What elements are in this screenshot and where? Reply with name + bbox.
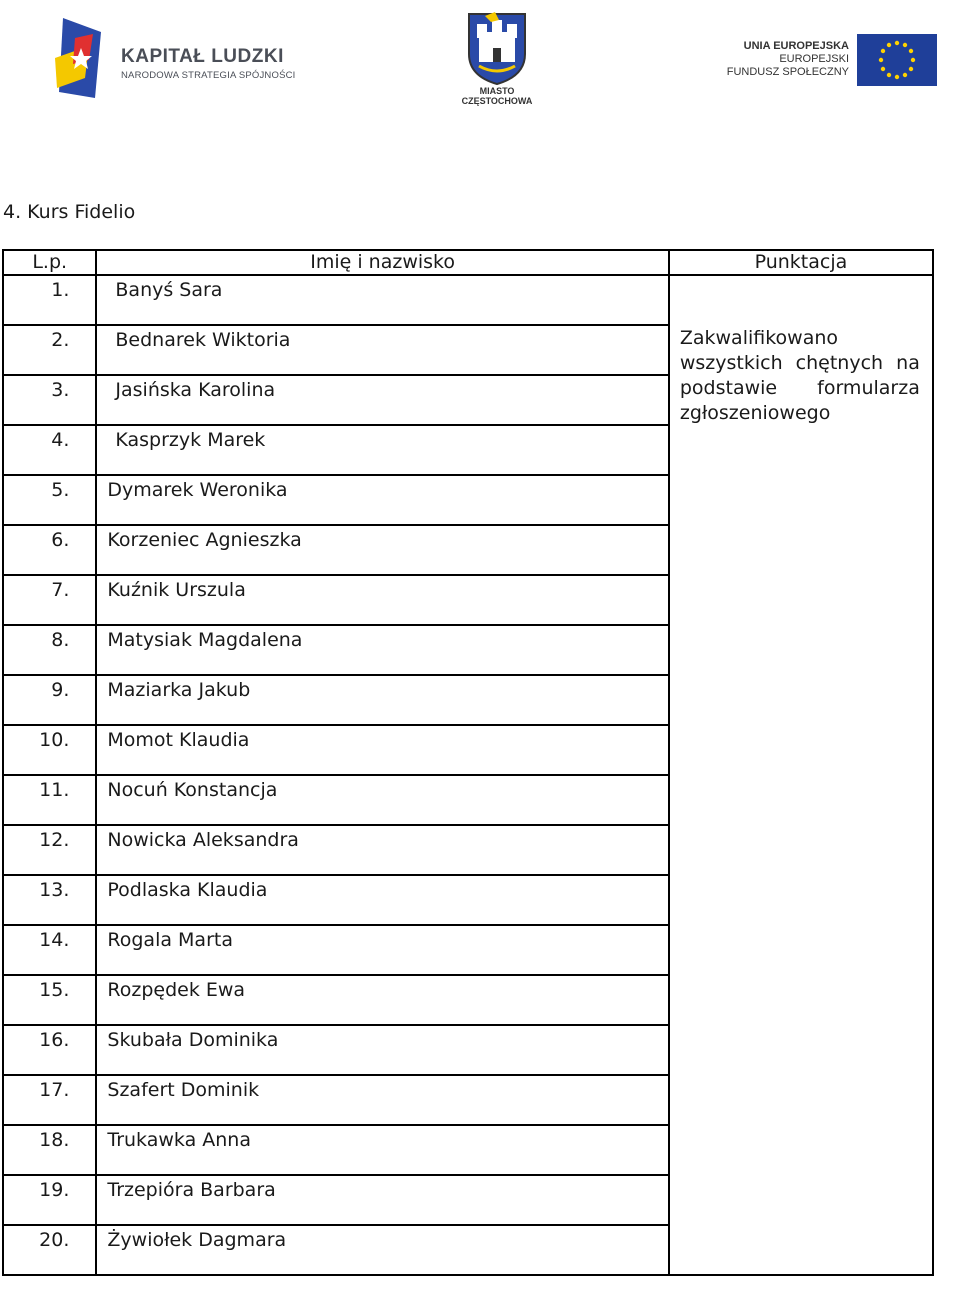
row-name-cell xyxy=(96,475,668,525)
row-lp-cell xyxy=(3,875,96,925)
row-lp: 3. xyxy=(51,379,70,401)
row-name: Kasprzyk Marek xyxy=(115,429,266,451)
row-lp: 6. xyxy=(51,529,70,551)
row-lp: 4. xyxy=(51,429,70,451)
row-name: Nowicka Aleksandra xyxy=(107,829,299,851)
row-lp-cell xyxy=(3,425,96,475)
header-name: Imię i nazwisko xyxy=(96,250,668,275)
row-lp-cell xyxy=(3,375,96,425)
row-lp-cell xyxy=(3,275,96,325)
czestochowa-logo xyxy=(455,10,539,114)
row-name-cell xyxy=(96,575,668,625)
row-name: Korzeniec Agnieszka xyxy=(107,529,302,551)
row-name-cell xyxy=(96,775,668,825)
kapital-ludzki-title: KAPITAŁ LUDZKI xyxy=(121,46,284,67)
row-name: Rogala Marta xyxy=(107,929,233,951)
row-lp-cell xyxy=(3,475,96,525)
row-name: Skubała Dominika xyxy=(107,1029,279,1051)
row-name: Kuźnik Urszula xyxy=(107,579,246,601)
eu-fund-text xyxy=(727,40,849,79)
row-lp: 13. xyxy=(39,879,70,901)
header-lp: L.p. xyxy=(3,250,96,275)
row-name: Szafert Dominik xyxy=(107,1079,260,1101)
row-name: Trukawka Anna xyxy=(107,1129,251,1151)
row-name: Podlaska Klaudia xyxy=(107,879,268,901)
row-name-cell xyxy=(96,1025,668,1075)
row-name: Momot Klaudia xyxy=(107,729,250,751)
row-name-cell xyxy=(96,275,668,325)
row-lp-cell xyxy=(3,1075,96,1125)
row-name-cell xyxy=(96,675,668,725)
row-lp: 12. xyxy=(39,829,70,851)
row-lp-cell xyxy=(3,675,96,725)
row-name: Bednarek Wiktoria xyxy=(115,329,291,351)
row-lp: 20. xyxy=(39,1229,70,1251)
row-lp-cell xyxy=(3,775,96,825)
row-lp: 5. xyxy=(51,479,70,501)
row-lp: 14. xyxy=(39,929,70,951)
row-name-cell xyxy=(96,375,668,425)
eu-line3: FUNDUSZ SPOŁECZNY xyxy=(726,66,849,78)
row-lp: 17. xyxy=(39,1079,70,1101)
row-lp-cell xyxy=(3,1175,96,1225)
row-name-cell xyxy=(96,725,668,775)
row-lp: 16. xyxy=(39,1029,70,1051)
results-table xyxy=(2,249,934,1276)
row-lp: 11. xyxy=(39,779,70,801)
row-lp-cell xyxy=(3,525,96,575)
row-lp-cell xyxy=(3,325,96,375)
row-lp-cell xyxy=(3,725,96,775)
row-name-cell xyxy=(96,1125,668,1175)
row-lp: 7. xyxy=(51,579,70,601)
row-name: Dymarek Weronika xyxy=(107,479,288,501)
row-name-cell xyxy=(96,425,668,475)
row-name-cell xyxy=(96,1225,668,1275)
table-row xyxy=(3,275,933,325)
row-lp: 19. xyxy=(39,1179,70,1201)
row-name-cell xyxy=(96,825,668,875)
city-name-line2: CZĘSTOCHOWA xyxy=(461,96,533,106)
row-name-cell xyxy=(96,875,668,925)
row-name: Trzepióra Barbara xyxy=(107,1179,276,1201)
kapital-ludzki-subtitle: NARODOWA STRATEGIA SPÓJNOŚCI xyxy=(121,70,296,81)
row-name-cell xyxy=(96,525,668,575)
eu-flag-icon xyxy=(857,34,937,86)
row-lp-cell xyxy=(3,1225,96,1275)
row-lp-cell xyxy=(3,575,96,625)
header-score: Punktacja xyxy=(669,250,933,275)
table-header-row xyxy=(3,250,933,275)
row-name-cell xyxy=(96,625,668,675)
row-lp-cell xyxy=(3,825,96,875)
row-name-cell xyxy=(96,1075,668,1125)
eu-line2: EUROPEJSKI xyxy=(779,53,849,65)
section-title: 4. Kurs Fidelio xyxy=(3,201,136,223)
city-coat-of-arms-icon xyxy=(465,10,529,86)
row-name: Nocuń Konstancja xyxy=(107,779,278,801)
score-cell xyxy=(669,275,933,1275)
row-name: Maziarka Jakub xyxy=(107,679,251,701)
row-name: Rozpędek Ewa xyxy=(107,979,246,1001)
row-name: Banyś Sara xyxy=(115,279,223,301)
row-name-cell xyxy=(96,325,668,375)
eu-line1: UNIA EUROPEJSKA xyxy=(743,40,849,52)
kapital-ludzki-emblem-icon xyxy=(55,18,117,98)
city-name-line1: MIASTO xyxy=(479,86,515,96)
row-lp-cell xyxy=(3,1025,96,1075)
row-lp-cell xyxy=(3,1125,96,1175)
row-lp: 15. xyxy=(39,979,70,1001)
row-lp: 18. xyxy=(39,1129,70,1151)
row-lp-cell xyxy=(3,925,96,975)
row-name: Jasińska Karolina xyxy=(115,379,276,401)
row-name: Matysiak Magdalena xyxy=(107,629,303,651)
row-lp: 1. xyxy=(51,279,70,301)
row-name-cell xyxy=(96,1175,668,1225)
row-lp-cell xyxy=(3,625,96,675)
score-note: Zakwalifikowano wszystkich chętnych na podstawie formularza zgłoszeniowego xyxy=(679,327,920,424)
row-lp: 9. xyxy=(51,679,70,701)
eu-fund-logo xyxy=(726,34,937,88)
kapital-ludzki-logo xyxy=(55,18,305,98)
row-lp: 10. xyxy=(39,729,70,751)
row-name: Żywiołek Dagmara xyxy=(107,1229,287,1251)
row-name-cell xyxy=(96,975,668,1025)
row-lp-cell xyxy=(3,975,96,1025)
row-name-cell xyxy=(96,925,668,975)
row-lp: 8. xyxy=(51,629,70,651)
row-lp: 2. xyxy=(51,329,70,351)
